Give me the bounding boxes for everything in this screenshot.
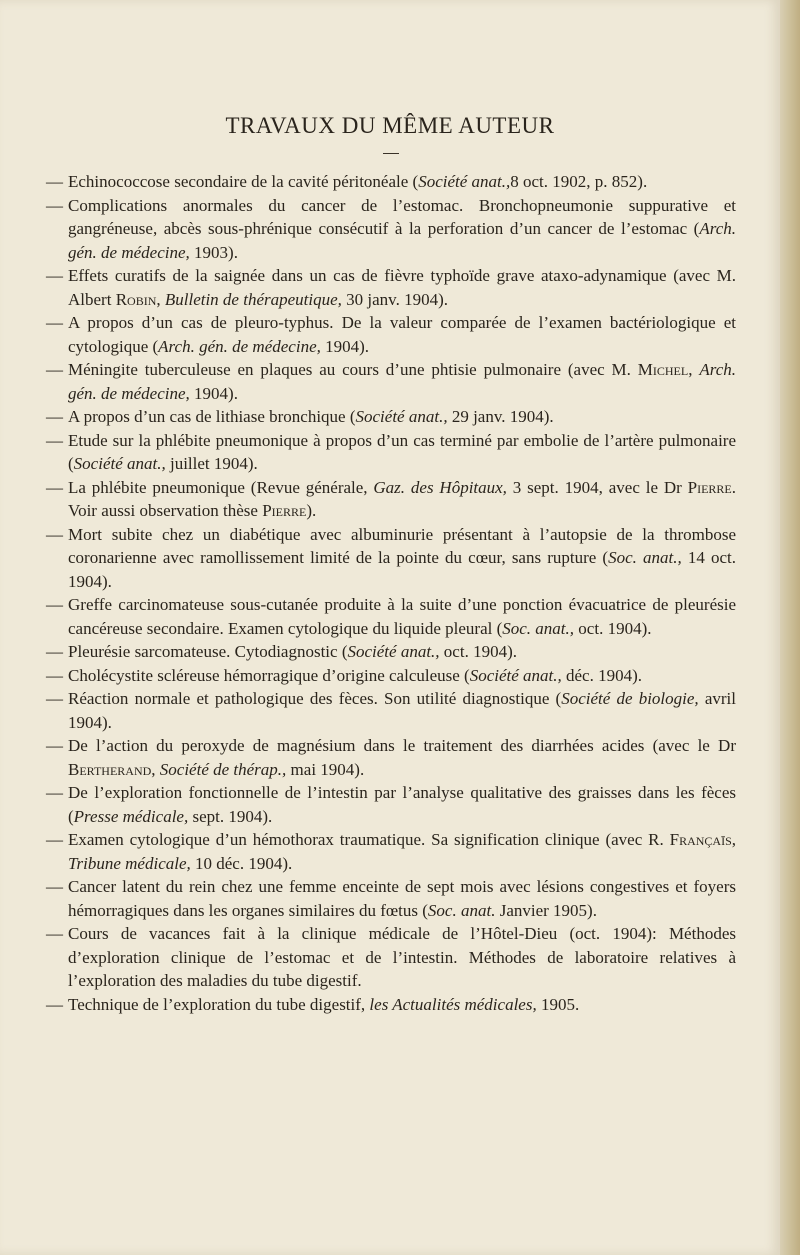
entry-journal: Soc. anat.,	[608, 548, 682, 567]
bibliography-entry	[46, 922, 736, 993]
bibliography-list	[46, 170, 736, 1016]
entry-dash: —	[46, 877, 63, 896]
entry-text: ,	[688, 360, 700, 379]
entry-journal: Soc. anat.	[427, 900, 496, 920]
entry-text: oct. 1904).	[574, 618, 652, 638]
entry-text: 10 déc. 1904).	[190, 853, 293, 873]
bibliography-entry	[46, 875, 736, 922]
entry-author-name: Pierre	[262, 501, 307, 520]
entry-text: A propos d’un cas de lithiase bronchique (	[68, 407, 356, 426]
entry-dash: —	[46, 407, 63, 426]
entry-dash: —	[46, 783, 63, 802]
entry-text: A propos d’un cas de pleuro-typhus. De la valeur comparée de l’examen bactériologique et cytologique (	[68, 313, 736, 356]
bibliography-entry	[46, 405, 736, 429]
entry-text: ,	[151, 759, 160, 779]
entry-journal: Gaz. des Hôpitaux,	[373, 477, 507, 497]
bibliography-entry	[46, 311, 736, 358]
entry-text: ,	[156, 289, 165, 309]
entry-text: Examen cytologique d’un hémothorax traumatique. Sa signification clinique (avec R.	[68, 830, 670, 849]
entry-text: Pleurésie sarcomateuse. Cytodiagnostic (	[68, 642, 348, 661]
entry-text: Cholécystite scléreuse hémorragique d’origine calculeuse (	[68, 665, 470, 685]
entry-text: sept. 1904).	[188, 806, 273, 826]
entry-text: avril 1904).	[68, 689, 737, 732]
entry-text: 8 oct. 1902, p. 852).	[510, 172, 648, 191]
entry-text: . Voir aussi observation thèse	[68, 477, 737, 520]
entry-text: 1903).	[189, 242, 238, 262]
entry-dash: —	[46, 360, 63, 379]
entry-text: De l’action du peroxyde de magnésium dans le traitement des diarrhées acides (avec le Dr	[68, 736, 736, 755]
entry-dash: —	[46, 172, 63, 191]
bibliography-entry	[46, 828, 736, 875]
entry-dash: —	[46, 994, 63, 1014]
entry-text: ,	[731, 830, 736, 849]
page-title: TRAVAUX DU MÊME AUTEUR	[225, 113, 555, 138]
entry-text: juillet 1904).	[165, 454, 258, 473]
entry-text: Réaction normale et pathologique des fèces. Son utilité diagnostique (	[68, 689, 562, 708]
entry-text: Cours de vacances fait à la clinique médicale de l’Hôtel-Dieu (oct. 1904): Méthodes d’exploration clinique de l’estomac et de l’intestin. Méthodes de laboratoire relatives à l’exploration des maladies du tube digestif.	[68, 924, 736, 990]
bibliography-entry	[46, 593, 736, 640]
entry-journal: les Actualités médicales,	[369, 994, 537, 1014]
entry-dash: —	[46, 642, 63, 661]
entry-dash: —	[46, 266, 63, 285]
bibliography-entry	[46, 264, 736, 311]
entry-author-name: Françaīs	[669, 830, 732, 849]
entry-text: Greffe carcinomateuse sous-cutanée produite à la suite d’une ponction évacuatrice de pleurésie cancéreuse secondaire. Examen cytologique du liquide pleural (	[68, 595, 736, 638]
entry-dash: —	[46, 430, 63, 450]
page-edge	[780, 0, 800, 1255]
entry-journal: Société anat.,	[418, 172, 511, 191]
entry-journal: Tribune médicale,	[68, 853, 191, 873]
entry-journal: Presse médicale,	[73, 806, 189, 826]
bibliography-entry	[46, 640, 736, 664]
bibliography-entry	[46, 358, 736, 405]
entry-text: mai 1904).	[286, 759, 365, 779]
entry-journal: Bulletin de thérapeutique,	[164, 289, 342, 309]
entry-journal: Société anat.,	[347, 642, 440, 661]
entry-journal: Soc. anat.,	[502, 618, 575, 638]
entry-dash: —	[46, 595, 63, 614]
title-separator-rule	[383, 153, 399, 154]
entry-dash: —	[46, 665, 63, 685]
bibliography-entry	[46, 523, 736, 594]
entry-author-name: Bertherand	[68, 759, 152, 779]
entry-text: Cancer latent du rein chez une femme enceinte de sept mois avec lésions congestives et foyers hémorragiques dans les organes similaires du fœtus (	[68, 877, 736, 920]
entry-text: Effets curatifs de la saignée dans un cas de fièvre typhoïde grave ataxo-adynamique (avec M. Albert	[68, 266, 736, 309]
entry-text: Echinococcose secondaire de la cavité péritonéale (	[68, 172, 419, 191]
entry-text: 1904).	[320, 336, 370, 356]
entry-journal: Arch. gén. de médecine,	[158, 336, 321, 356]
entry-journal: Arch. gén. de médecine,	[68, 360, 737, 403]
entry-text: 3 sept. 1904, avec le Dr	[506, 477, 688, 497]
entry-text: 29 janv. 1904).	[447, 407, 554, 426]
bibliography-entry	[46, 687, 736, 734]
bibliography-entry	[46, 664, 736, 688]
entry-dash: —	[46, 924, 63, 943]
entry-journal: Société anat.,	[73, 454, 166, 473]
entry-text: Technique de l’exploration du tube digestif,	[68, 994, 370, 1014]
entry-text: Complications anormales du cancer de l’estomac. Bronchopneumonie suppurative et gangréneuse, abcès sous-phrénique consécutif à la perforation d’un cancer de l’estomac (	[68, 195, 736, 238]
entry-text: 14 oct. 1904).	[68, 548, 736, 591]
entry-text: 1904).	[189, 383, 238, 403]
entry-journal: Société de biologie,	[561, 689, 699, 708]
entry-dash: —	[46, 195, 63, 215]
entry-journal: Société anat.,	[469, 665, 562, 685]
entry-dash: —	[46, 524, 63, 544]
entry-text: ).	[306, 501, 317, 520]
entry-journal: Société de thérap.,	[159, 759, 287, 779]
entry-author-name: Pierre	[687, 477, 732, 497]
entry-text: 30 janv. 1904).	[341, 289, 448, 309]
entry-text: Méningite tuberculeuse en plaques au cours d’une phtisie pulmonaire (avec M.	[68, 360, 638, 379]
entry-dash: —	[46, 736, 63, 755]
entry-text: Mort subite chez un diabétique avec albuminurie présentant à l’autopsie de la thrombose coronarienne avec ramollissement limité de la pointe du cœur, sans rupture (	[68, 524, 736, 567]
bibliography-entry	[46, 734, 736, 781]
entry-text: De l’exploration fonctionnelle de l’intestin par l’analyse qualitative des graisses dans les fèces (	[68, 783, 736, 826]
entry-text: La phlébite pneumonique (Revue générale,	[68, 477, 374, 497]
bibliography-entry	[46, 781, 736, 828]
bibliography-entry	[46, 993, 736, 1017]
entry-dash: —	[46, 477, 63, 497]
entry-author-name: Michel	[637, 360, 689, 379]
entry-dash: —	[46, 830, 63, 849]
entry-journal: Arch. gén. de médecine,	[68, 219, 736, 262]
entry-journal: Société anat.,	[355, 407, 448, 426]
entry-author-name: Robin	[115, 289, 157, 309]
bibliography-entry	[46, 170, 736, 194]
entry-text: Janvier 1905).	[495, 900, 597, 920]
entry-text: déc. 1904).	[561, 665, 643, 685]
entry-text: Etude sur la phlébite pneumonique à propos d’un cas terminé par embolie de l’artère pulmonaire (	[68, 430, 736, 473]
bibliography-entry	[46, 476, 736, 523]
bibliography-entry	[46, 194, 736, 265]
entry-text: oct. 1904).	[439, 642, 517, 661]
entry-dash: —	[46, 689, 63, 708]
entry-dash: —	[46, 313, 63, 332]
bibliography-entry	[46, 429, 736, 476]
entry-text: 1905.	[536, 994, 580, 1014]
